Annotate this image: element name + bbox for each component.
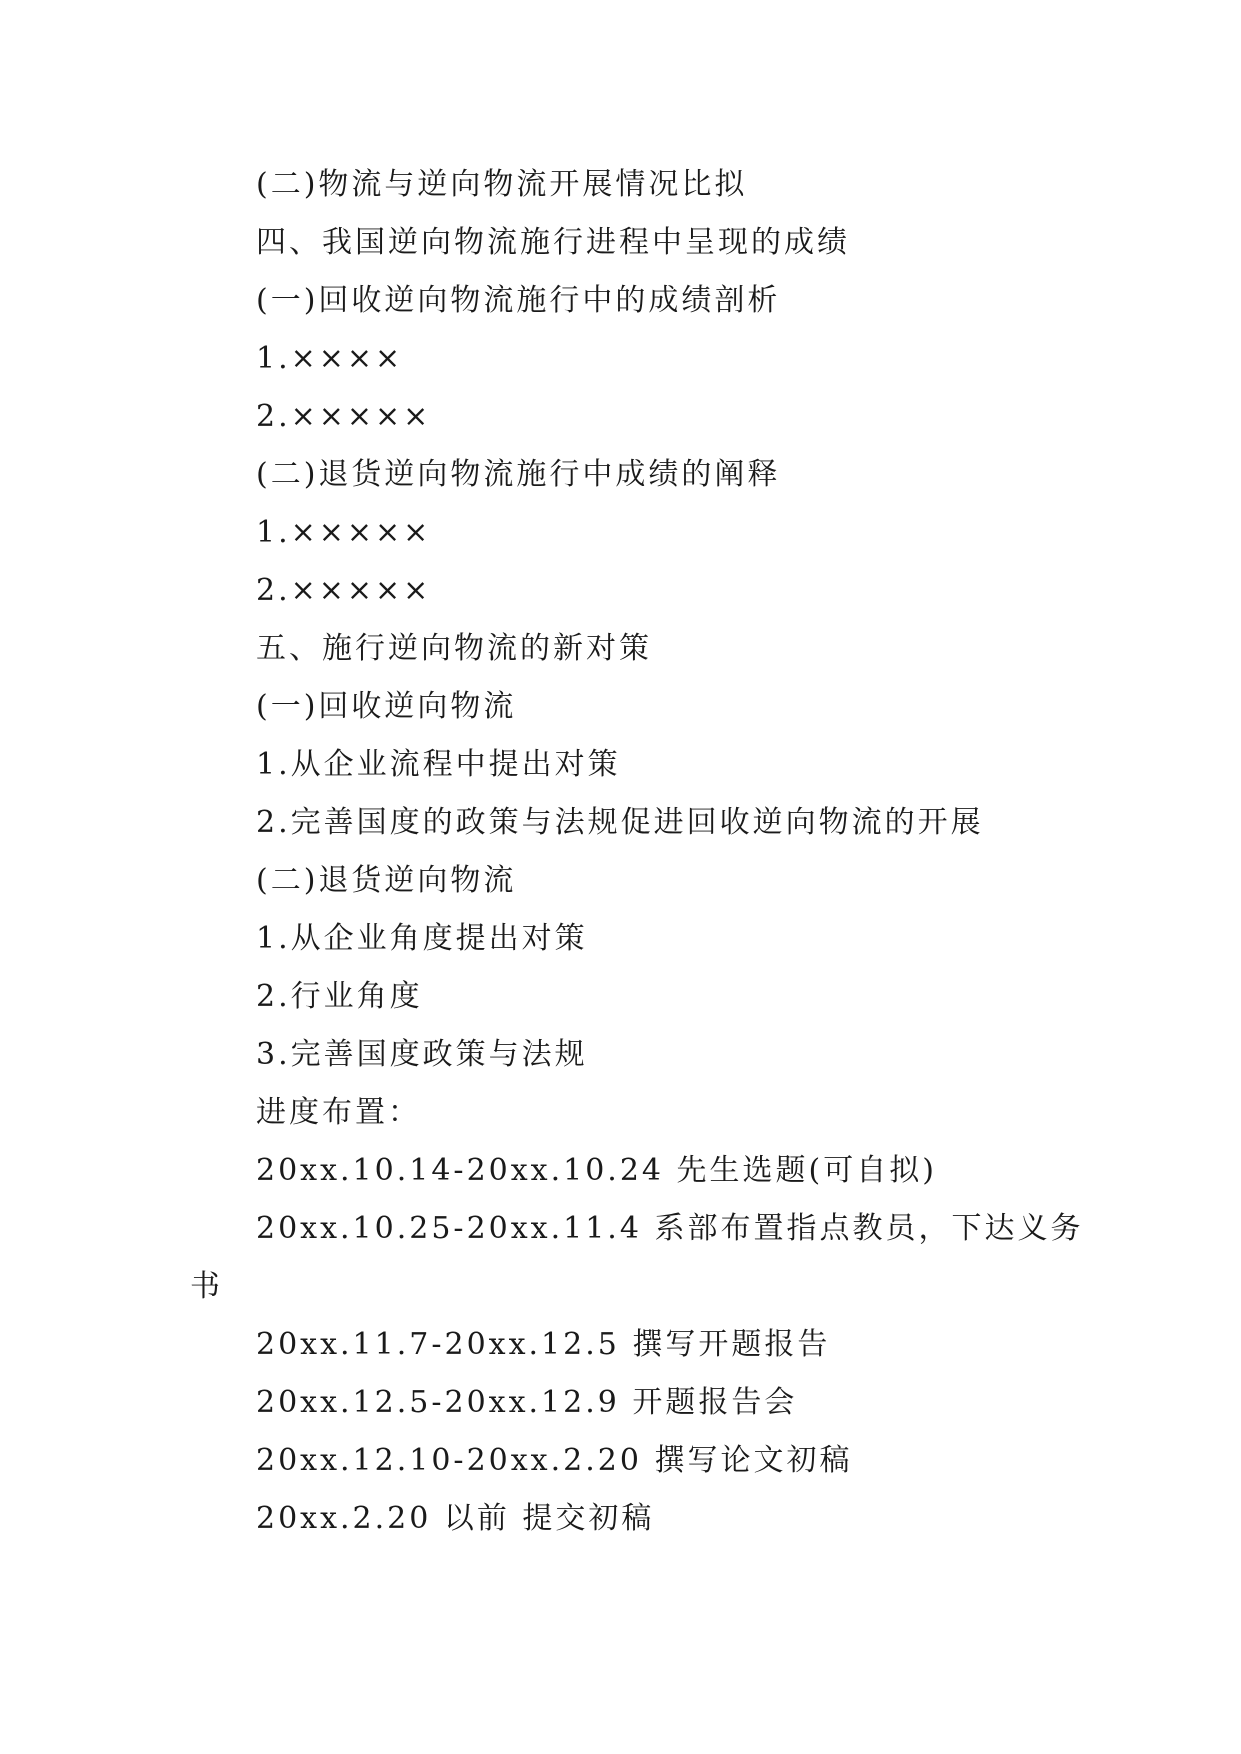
list-item: 2.完善国度的政策与法规促进回收逆向物流的开展 xyxy=(256,805,984,840)
list-item: 1.××××× xyxy=(256,515,432,550)
schedule-item-continuation: 书 xyxy=(190,1269,223,1304)
list-item: 2.××××× xyxy=(256,399,432,434)
schedule-item: 20xx.12.5-20xx.12.9 开题报告会 xyxy=(256,1385,798,1420)
subsection-heading: (二)退货逆向物流 xyxy=(256,863,517,898)
list-item: 2.××××× xyxy=(256,573,432,608)
schedule-item: 20xx.10.14-20xx.10.24 先生选题(可自拟) xyxy=(256,1153,937,1188)
list-item: 1.从企业流程中提出对策 xyxy=(256,747,621,782)
text-line: (二)物流与逆向物流开展情况比拟 xyxy=(256,167,748,202)
schedule-item: 20xx.12.10-20xx.2.20 撰写论文初稿 xyxy=(256,1443,853,1478)
section-heading: 四、我国逆向物流施行进程中呈现的成绩 xyxy=(256,225,850,260)
list-item: 1.×××× xyxy=(256,341,404,376)
section-heading: 五、施行逆向物流的新对策 xyxy=(256,631,652,666)
schedule-heading: 进度布置： xyxy=(256,1095,421,1130)
document-body xyxy=(190,156,1084,1548)
schedule-item: 20xx.2.20 以前 提交初稿 xyxy=(256,1501,655,1536)
subsection-heading: (二)退货逆向物流施行中成绩的阐释 xyxy=(256,457,781,492)
list-item: 1.从企业角度提出对策 xyxy=(256,921,588,956)
schedule-item: 20xx.10.25-20xx.11.4 系部布置指点教员，下达义务 xyxy=(256,1211,1084,1246)
subsection-heading: (一)回收逆向物流施行中的成绩剖析 xyxy=(256,283,781,318)
list-item: 2.行业角度 xyxy=(256,979,423,1014)
schedule-item: 20xx.11.7-20xx.12.5 撰写开题报告 xyxy=(256,1327,831,1362)
list-item: 3.完善国度政策与法规 xyxy=(256,1037,588,1072)
subsection-heading: (一)回收逆向物流 xyxy=(256,689,517,724)
